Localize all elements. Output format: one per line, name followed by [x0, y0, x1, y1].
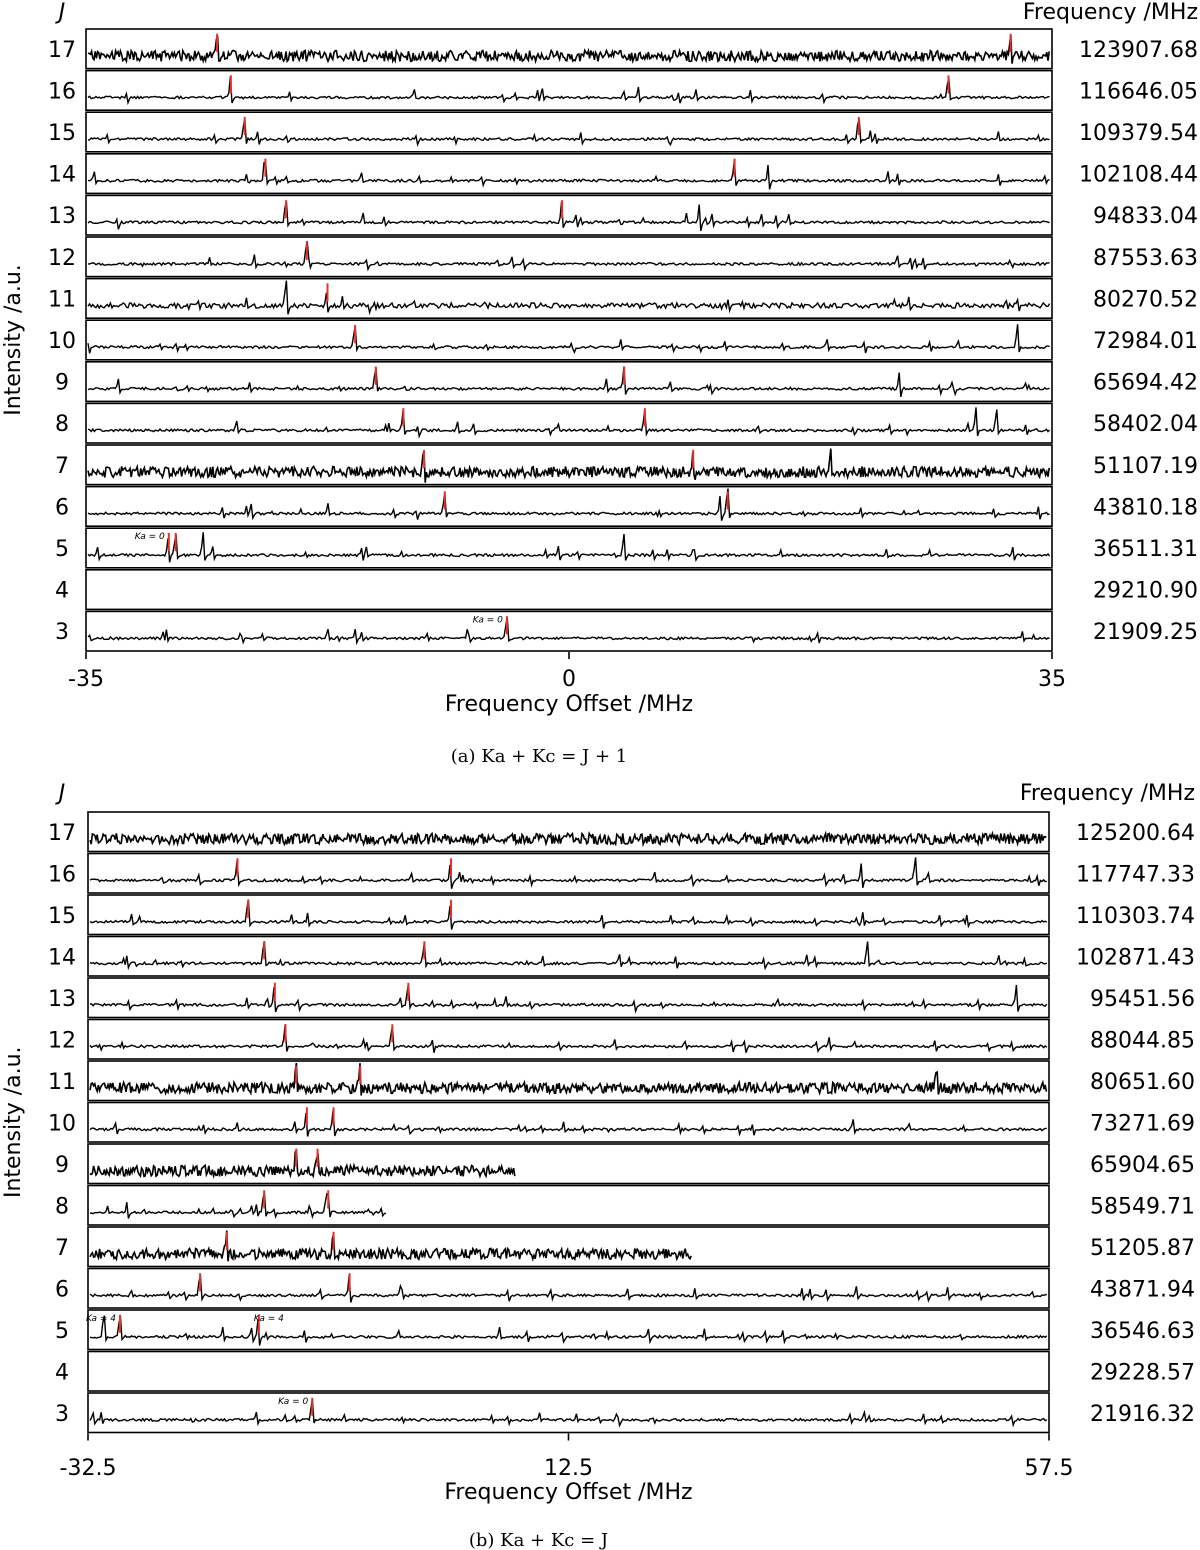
frequency-label: 88044.85 [1090, 1028, 1195, 1054]
row-frame [86, 29, 1052, 69]
frequency-label: 125200.64 [1076, 820, 1195, 846]
frequency-label: 117747.33 [1076, 862, 1195, 888]
j-label: 16 [48, 862, 76, 888]
y-axis-label: Intensity /a.u. [1, 264, 26, 416]
j-label: 14 [48, 945, 76, 971]
x-tick-label: 35 [1038, 667, 1066, 692]
row-frame [86, 487, 1052, 527]
spectrum-row [48, 320, 1198, 360]
spectrum-trace [90, 1151, 515, 1177]
x-tick-label: 12.5 [544, 1456, 593, 1481]
j-label: 9 [55, 370, 69, 396]
j-label: 17 [48, 820, 76, 846]
row-frame [88, 1061, 1049, 1101]
row-frame [88, 1144, 1049, 1184]
j-label: 8 [55, 1194, 69, 1220]
spectrum-row [48, 1061, 1195, 1101]
spectrum-trace [90, 984, 1047, 1012]
frequency-label: 123907.68 [1079, 37, 1198, 63]
frequency-label: 94833.04 [1093, 204, 1198, 230]
j-label: 10 [48, 329, 76, 354]
frequency-label: 110303.74 [1076, 903, 1195, 929]
row-frame [88, 978, 1049, 1018]
j-label: 15 [48, 903, 76, 929]
spectrum-row [48, 1020, 1195, 1060]
row-frame [86, 362, 1052, 402]
x-axis-label: Frequency Offset /MHz [444, 692, 694, 717]
j-label: 4 [55, 578, 69, 604]
spectrum-row [55, 528, 1198, 568]
spectrum-trace [90, 1192, 386, 1219]
spectrum-row [55, 1393, 1195, 1433]
spectrum-row [48, 854, 1195, 894]
frequency-label: 65694.42 [1093, 370, 1198, 396]
spectrum-trace [88, 489, 1050, 521]
frequency-label: 36511.31 [1093, 537, 1198, 562]
row-frame [88, 1020, 1049, 1060]
spectrum-trace [88, 35, 1049, 64]
spectrum-row [55, 445, 1198, 485]
spectrum-row [55, 570, 1198, 610]
j-label: 7 [55, 453, 69, 479]
spectrum-row [55, 487, 1198, 527]
ka-annotation: Ka = 0 [472, 615, 503, 626]
panel-caption: (a) Ka + Kc = J + 1 [450, 746, 628, 767]
x-axis-label: Frequency Offset /MHz [444, 1480, 693, 1505]
row-frame [86, 403, 1052, 443]
j-label: 11 [48, 1069, 76, 1095]
frequency-label: 95451.56 [1090, 986, 1195, 1012]
j-label: 16 [48, 79, 76, 105]
row-frame [88, 1269, 1049, 1309]
spectrum-trace [90, 833, 1046, 844]
row-frame [88, 1186, 1049, 1226]
frequency-label: 102108.44 [1079, 162, 1198, 188]
spectrum-row [48, 195, 1198, 235]
spectrum-trace [88, 449, 1049, 483]
spectrum-row [48, 1103, 1195, 1143]
frequency-label: 72984.01 [1093, 329, 1198, 354]
panel-a [1, 0, 1198, 767]
spectrum-row [48, 29, 1198, 69]
spectrum-trace [90, 941, 1047, 968]
j-label: 7 [55, 1235, 69, 1261]
spectrum-trace [90, 857, 1047, 888]
ka-annotation: Ka = 4 [253, 1314, 284, 1324]
frequency-label: 80651.60 [1090, 1069, 1195, 1095]
row-frame [88, 895, 1049, 935]
x-tick-label: 0 [562, 667, 576, 692]
spectrum-row [48, 237, 1198, 277]
j-label: 5 [55, 537, 69, 562]
row-frame [88, 854, 1049, 894]
j-label: 6 [55, 495, 69, 521]
frequency-label: 43810.18 [1093, 495, 1198, 521]
spectrum-trace [90, 1109, 1047, 1136]
j-label: 8 [55, 412, 69, 438]
spectrum-trace [88, 241, 1050, 269]
spectrum-row [55, 1310, 1195, 1350]
spectrum-row [48, 71, 1198, 111]
frequency-column-header: Frequency /MHz [1019, 781, 1195, 806]
row-frame [86, 112, 1052, 152]
spectrum-trace [88, 119, 1050, 145]
row-frame [88, 1227, 1049, 1267]
spectrum-row [48, 112, 1198, 152]
spectrum-row [55, 1269, 1195, 1309]
spectrum-trace [88, 532, 1050, 562]
panel-caption: (b) Ka + Kc = J [468, 1530, 609, 1550]
x-tick-label: -32.5 [59, 1456, 117, 1481]
x-tick-label: -35 [68, 667, 104, 692]
spectrum-trace [90, 1063, 1046, 1096]
spectrum-trace [88, 324, 1050, 353]
row-frame [88, 937, 1049, 977]
j-label: 15 [48, 121, 76, 146]
ka-annotation: Ka = 0 [134, 532, 165, 543]
frequency-column-header: Frequency /MHz [1022, 0, 1198, 25]
j-label: 3 [55, 1401, 69, 1427]
j-label: 13 [48, 986, 76, 1012]
j-label: 9 [55, 1152, 69, 1178]
row-frame [88, 1393, 1049, 1433]
spectrum-row [48, 279, 1198, 319]
spectrum-trace [88, 407, 1050, 436]
j-column-header: J [58, 781, 66, 806]
spectrum-row [55, 1352, 1195, 1392]
frequency-label: 29228.57 [1090, 1360, 1195, 1386]
spectrum-row [48, 154, 1198, 194]
spectrum-row [55, 403, 1198, 443]
spectrum-trace [90, 1024, 1047, 1053]
spectrum-row [55, 362, 1198, 402]
frequency-label: 65904.65 [1090, 1152, 1195, 1178]
frequency-label: 58402.04 [1093, 412, 1198, 438]
spectrum-row [55, 1144, 1195, 1184]
row-frame [86, 237, 1052, 277]
j-label: 10 [48, 1111, 76, 1137]
spectrum-trace [88, 201, 1050, 231]
j-label: 4 [55, 1360, 69, 1386]
x-tick-label: 57.5 [1024, 1456, 1074, 1481]
spectrum-row [48, 812, 1195, 852]
frequency-label: 51205.87 [1090, 1235, 1195, 1261]
j-label: 6 [55, 1277, 69, 1303]
spectrum-row [55, 1186, 1195, 1226]
j-label: 17 [48, 37, 76, 63]
j-label: 14 [48, 162, 76, 188]
frequency-label: 43871.94 [1090, 1277, 1195, 1303]
frequency-label: 80270.52 [1093, 287, 1198, 313]
row-frame [85, 1310, 1049, 1350]
frequency-label: 102871.43 [1076, 945, 1195, 971]
frequency-label: 73271.69 [1090, 1111, 1195, 1137]
row-frame [86, 279, 1052, 319]
spectrum-row [48, 978, 1195, 1018]
row-frame [86, 611, 1052, 651]
j-label: 13 [48, 204, 76, 230]
spectrum-trace [88, 160, 1050, 189]
j-label: 11 [48, 287, 76, 313]
row-frame [86, 528, 1052, 568]
panel-b [1, 781, 1195, 1550]
spectrum-trace [90, 1399, 1047, 1426]
j-label: 5 [55, 1318, 69, 1344]
frequency-label: 109379.54 [1079, 121, 1198, 146]
frequency-label: 116646.05 [1079, 79, 1198, 105]
row-frame [88, 812, 1049, 852]
spectrum-row [48, 937, 1195, 977]
spectrum-row [55, 611, 1198, 651]
spectrum-trace [88, 617, 1050, 643]
row-frame [86, 320, 1052, 360]
row-frame [86, 570, 1052, 610]
frequency-label: 58549.71 [1090, 1194, 1195, 1220]
row-frame [86, 154, 1052, 194]
row-frame [86, 195, 1052, 235]
spectrum-trace [88, 77, 1050, 104]
frequency-label: 29210.90 [1093, 578, 1198, 604]
spectrum-trace [90, 1275, 1047, 1302]
spectrum-trace [88, 281, 1050, 315]
frequency-label: 21916.32 [1090, 1401, 1195, 1427]
spectrum-trace [90, 1316, 1047, 1346]
ka-annotation: Ka = 4 [85, 1314, 117, 1324]
frequency-label: 36546.63 [1090, 1318, 1195, 1344]
spectrum-trace [90, 900, 1047, 930]
frequency-label: 51107.19 [1093, 453, 1198, 479]
spectrum-row [55, 1227, 1195, 1267]
ka-annotation: Ka = 0 [278, 1397, 309, 1407]
frequency-label: 87553.63 [1093, 245, 1198, 271]
j-label: 12 [48, 1028, 76, 1054]
spectrum-row [48, 895, 1195, 935]
frequency-label: 21909.25 [1093, 620, 1198, 646]
spectrum-trace [90, 1231, 691, 1262]
spectrum-trace [88, 367, 1050, 397]
j-label: 12 [48, 245, 76, 271]
y-axis-label: Intensity /a.u. [1, 1046, 26, 1199]
j-column-header: J [58, 0, 66, 25]
row-frame [88, 1352, 1049, 1392]
row-frame [88, 1103, 1049, 1143]
j-label: 3 [55, 620, 69, 646]
